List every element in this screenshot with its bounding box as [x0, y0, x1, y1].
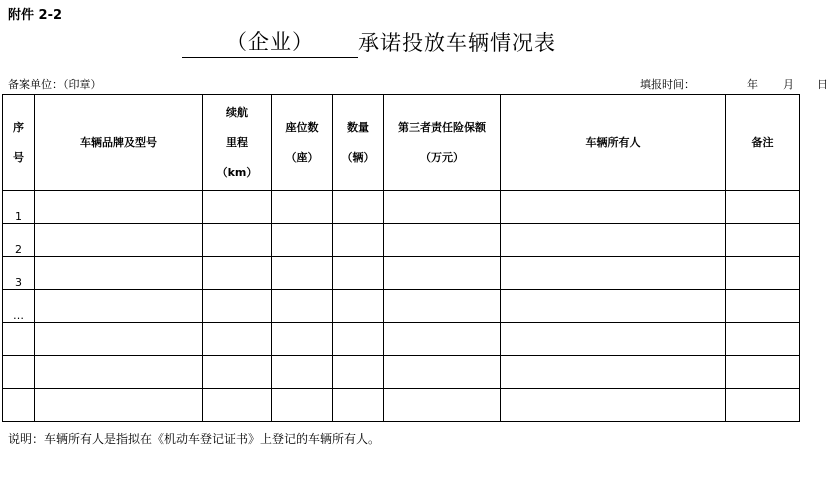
row-index: …: [3, 290, 35, 323]
cell-remarks[interactable]: [726, 257, 800, 290]
cell-brand[interactable]: [35, 191, 203, 224]
title-text: 承诺投放车辆情况表: [358, 31, 556, 55]
header-seq: 序 号: [3, 95, 35, 191]
cell-insurance[interactable]: [384, 290, 501, 323]
month-label: 月: [783, 78, 794, 91]
cell-remarks[interactable]: [726, 323, 800, 356]
table-row: [3, 389, 800, 422]
cell-brand[interactable]: [35, 323, 203, 356]
cell-brand[interactable]: [35, 356, 203, 389]
table-row: [3, 290, 800, 323]
cell-owner[interactable]: [501, 224, 726, 257]
cell-seats[interactable]: [272, 191, 333, 224]
cell-owner[interactable]: [501, 191, 726, 224]
table-row: [3, 191, 800, 224]
cell-insurance[interactable]: [384, 257, 501, 290]
footnote: 说明：车辆所有人是指拟在《机动车登记证书》上登记的车辆所有人。: [8, 432, 381, 446]
fill-time-label: 填报时间：: [640, 78, 695, 91]
cell-remarks[interactable]: [726, 290, 800, 323]
cell-remarks[interactable]: [726, 356, 800, 389]
row-index: 1: [3, 191, 35, 224]
filing-unit-label: 备案单位：（印章）: [8, 78, 102, 91]
cell-insurance[interactable]: [384, 356, 501, 389]
cell-owner[interactable]: [501, 290, 726, 323]
row-index: [3, 323, 35, 356]
cell-range[interactable]: [203, 257, 272, 290]
table-row: [3, 323, 800, 356]
header-owner: 车辆所有人: [501, 95, 726, 191]
cell-range[interactable]: [203, 323, 272, 356]
cell-insurance[interactable]: [384, 323, 501, 356]
cell-quantity[interactable]: [333, 389, 384, 422]
cell-range[interactable]: [203, 191, 272, 224]
title-company-blank: （企业）: [182, 27, 358, 58]
cell-owner[interactable]: [501, 323, 726, 356]
vehicle-table: [2, 94, 800, 422]
cell-quantity[interactable]: [333, 290, 384, 323]
cell-seats[interactable]: [272, 323, 333, 356]
cell-brand[interactable]: [35, 257, 203, 290]
cell-seats[interactable]: [272, 356, 333, 389]
cell-brand[interactable]: [35, 290, 203, 323]
cell-range[interactable]: [203, 224, 272, 257]
cell-seats[interactable]: [272, 290, 333, 323]
cell-remarks[interactable]: [726, 191, 800, 224]
form-title: [182, 24, 556, 58]
header-row: [3, 95, 800, 191]
fill-time: [640, 76, 828, 92]
table-row: [3, 224, 800, 257]
cell-quantity[interactable]: [333, 323, 384, 356]
row-index: [3, 389, 35, 422]
cell-owner[interactable]: [501, 257, 726, 290]
header-brand: 车辆品牌及型号: [35, 95, 203, 191]
cell-quantity[interactable]: [333, 356, 384, 389]
header-range: 续航 里程 （km）: [203, 95, 272, 191]
cell-seats[interactable]: [272, 257, 333, 290]
header-quantity: 数量 （辆）: [333, 95, 384, 191]
cell-brand[interactable]: [35, 224, 203, 257]
cell-quantity[interactable]: [333, 191, 384, 224]
cell-owner[interactable]: [501, 389, 726, 422]
row-index: [3, 356, 35, 389]
cell-range[interactable]: [203, 290, 272, 323]
header-insurance: 第三者责任险保额 （万元）: [384, 95, 501, 191]
cell-brand[interactable]: [35, 389, 203, 422]
cell-insurance[interactable]: [384, 389, 501, 422]
table-row: [3, 257, 800, 290]
row-index: 3: [3, 257, 35, 290]
cell-insurance[interactable]: [384, 191, 501, 224]
cell-remarks[interactable]: [726, 389, 800, 422]
day-label: 日: [817, 78, 828, 91]
cell-range[interactable]: [203, 356, 272, 389]
year-label: 年: [747, 78, 758, 91]
cell-quantity[interactable]: [333, 224, 384, 257]
header-seats: 座位数 （座）: [272, 95, 333, 191]
table-row: [3, 356, 800, 389]
cell-owner[interactable]: [501, 356, 726, 389]
cell-range[interactable]: [203, 389, 272, 422]
cell-seats[interactable]: [272, 389, 333, 422]
annex-label: 附件 2-2: [8, 8, 63, 23]
header-remarks: 备注: [726, 95, 800, 191]
cell-insurance[interactable]: [384, 224, 501, 257]
cell-quantity[interactable]: [333, 257, 384, 290]
cell-remarks[interactable]: [726, 224, 800, 257]
cell-seats[interactable]: [272, 224, 333, 257]
row-index: 2: [3, 224, 35, 257]
